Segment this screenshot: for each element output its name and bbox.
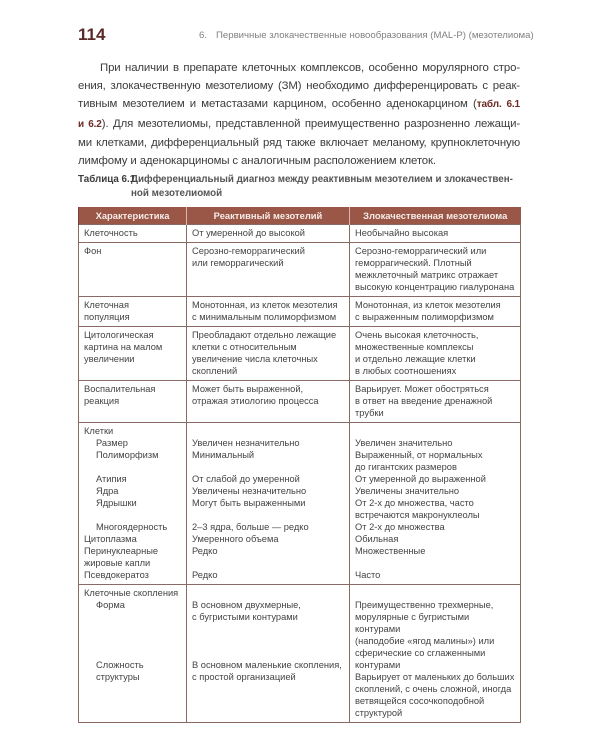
table-row (79, 225, 521, 243)
cell-line: Минимальный (192, 450, 255, 460)
cell-line (84, 647, 181, 659)
cell-malignant (350, 225, 521, 243)
cell-line: Фон (84, 246, 102, 256)
cell-line (84, 635, 181, 647)
cell-line: Множественные (355, 546, 426, 556)
cell-line: Варьирует от маленьких до больших (355, 672, 515, 682)
cell-line: контурами (355, 660, 401, 670)
cell-reactive (187, 585, 350, 723)
column-header-characteristic: Характеристика (79, 207, 187, 225)
cell-characteristic (79, 225, 187, 243)
cell-characteristic (79, 585, 187, 723)
cell-line: От умеренной до выраженной (355, 474, 486, 484)
cell-reactive (187, 243, 350, 297)
cell-line (355, 425, 515, 437)
cell-characteristic (79, 327, 187, 381)
table-row (79, 243, 521, 297)
table-row (79, 423, 521, 585)
cell-line (192, 587, 344, 599)
cell-line (84, 623, 181, 635)
cell-characteristic (79, 423, 187, 585)
cell-line (192, 557, 344, 569)
cell-line: Увеличены незначительно (192, 486, 307, 496)
intro-line-text: тивным мезотелием и метастазами карцином, особенно аденокарцином ( (78, 98, 477, 111)
cell-line: Псевдокератоз (84, 570, 149, 580)
cell-line: морулярные с бугристыми контурами (355, 612, 470, 634)
table-row (79, 327, 521, 381)
cell-line (84, 461, 181, 473)
cell-line: Клетки (84, 426, 114, 436)
cell-line: Клеточные скопления (84, 588, 179, 598)
cell-line: Часто (355, 570, 381, 580)
table-caption-line: ной мезотелиомой (131, 187, 223, 199)
cell-line: с выраженным полиморфизмом (355, 312, 494, 322)
cell-line: скоплений, с очень сложной, иногда (355, 684, 512, 694)
cell-reactive (187, 225, 350, 243)
column-header-malignant: Злокачественная мезотелиома (350, 207, 521, 225)
cell-line: Умеренного объема (192, 534, 279, 544)
cell-line: Редко (192, 570, 218, 580)
cell-characteristic (79, 243, 187, 297)
cell-line: Увеличен незначительно (192, 438, 300, 448)
cell-line: От умеренной до высокой (192, 228, 305, 238)
cell-line: Преобладают отдельно лежащие (192, 330, 337, 340)
cell-malignant (350, 381, 521, 423)
cell-line: Увеличен значительно (355, 438, 453, 448)
cell-line (192, 647, 344, 659)
cell-line: структуры (96, 672, 140, 682)
cell-line: ветвящейся сосочкоподобной (355, 696, 485, 706)
cell-line (192, 635, 344, 647)
table-header-row (79, 207, 521, 225)
cell-line: или геморрагический (192, 258, 284, 268)
table-row (79, 297, 521, 327)
cell-line: От слабой до умеренной (192, 474, 300, 484)
cell-line: Клеточность (84, 228, 138, 238)
intro-paragraph (78, 59, 520, 170)
intro-line-text: ). Для мезотелиомы, представленной преимущественно разрозненно лежащи- (101, 117, 520, 130)
cell-line: межклеточный матрикс отражает (355, 270, 499, 280)
cell-line (355, 587, 515, 599)
cell-line: встречаются макронуклеолы (355, 510, 480, 520)
cell-characteristic (79, 381, 187, 423)
cell-malignant (350, 297, 521, 327)
differential-diagnosis-table (78, 207, 521, 723)
cell-line: картина на малом (84, 342, 163, 352)
cell-malignant (350, 243, 521, 297)
table-caption (78, 173, 524, 200)
intro-line: ения, злокачественную мезотелиому (ЗМ) необходимо дифференцировать с реак- (78, 80, 520, 93)
intro-line: При наличии в препарате клеточных комплексов, особенно морулярного стро- (100, 62, 520, 74)
cell-line: Увеличены значительно (355, 486, 460, 496)
cell-line (192, 425, 344, 437)
cell-line: Редко (192, 546, 218, 556)
cell-line: Полиморфизм (96, 450, 159, 460)
cell-characteristic (79, 297, 187, 327)
cell-line: Ядрышки (96, 498, 137, 508)
cell-line (84, 509, 181, 521)
cell-line: с простой организацией (192, 672, 296, 682)
cell-line: Необычайно высокая (355, 228, 449, 238)
cell-line: Монотонная, из клеток мезотелия (192, 300, 338, 310)
running-head (199, 30, 534, 41)
cell-line: От 2-х до множества (355, 522, 445, 532)
page-number: 114 (78, 25, 106, 44)
cell-line: 2–3 ядра, больше — редко (192, 522, 309, 532)
cell-line: структурой (355, 708, 403, 718)
cell-line: Многоядерность (96, 522, 168, 532)
cell-line (192, 461, 344, 473)
cell-line: до гигантских размеров (355, 462, 457, 472)
cell-line: Воспалительная (84, 384, 156, 394)
cell-line: Серозно-геморрагический или (355, 246, 487, 256)
cell-line: трубки (355, 408, 384, 418)
cell-line: реакция (84, 396, 120, 406)
cell-line: высокую концентрацию гиалуронана (355, 282, 515, 292)
table-reference-link[interactable]: табл. 6.1 (476, 99, 520, 111)
cell-line: и отдельно лежащие клетки (355, 354, 476, 364)
cell-line (84, 611, 181, 623)
cell-line: в ответ на введение дренажной (355, 396, 493, 406)
cell-line: Очень высокая клеточность, (355, 330, 479, 340)
cell-line: Ядра (96, 486, 119, 496)
cell-reactive (187, 297, 350, 327)
cell-line: Сложность (96, 660, 144, 670)
cell-line: Преимущественно трехмерные, (355, 600, 494, 610)
table-row (79, 585, 521, 723)
cell-reactive (187, 381, 350, 423)
cell-line: В основном маленькие скопления, (192, 660, 342, 670)
chapter-number: 6. (199, 30, 208, 41)
intro-line: ми клетками, дифференциальный ряд также включает меланому, крупноклеточную (78, 136, 520, 149)
cell-line: Обильная (355, 534, 399, 544)
cell-line: в любых соотношениях (355, 366, 457, 376)
cell-line: Варьирует. Может обостряться (355, 384, 489, 394)
cell-malignant (350, 423, 521, 585)
cell-line: Серозно-геморрагический (192, 246, 305, 256)
intro-line (78, 115, 520, 134)
cell-line: с минимальным полиморфизмом (192, 312, 337, 322)
cell-line: сферические со сглаженными (355, 648, 486, 658)
table-reference-link[interactable]: и 6.2 (78, 118, 102, 130)
cell-line: с бугристыми контурами (192, 612, 298, 622)
cell-line: Размер (96, 438, 128, 448)
cell-line: (наподобие «ягод малины») или (355, 636, 495, 646)
chapter-title: Первичные злокачественные новообразования (MAL-P) (мезотелиома) (216, 30, 534, 41)
cell-line (192, 509, 344, 521)
cell-line: скоплений (192, 366, 238, 376)
cell-line: жировые капли (84, 558, 151, 568)
cell-line: В основном двухмерные, (192, 600, 301, 610)
cell-line: клетки с относительным (192, 342, 297, 352)
cell-line (192, 623, 344, 635)
cell-line: увеличении (84, 354, 135, 364)
cell-reactive (187, 423, 350, 585)
intro-line: лимфому и аденокарциномы с аналогичным расположением клеток. (78, 155, 436, 168)
cell-line: отражая этиологию процесса (192, 396, 319, 406)
cell-line: Цитоплазма (84, 534, 137, 544)
cell-line: Могут быть выраженными (192, 498, 306, 508)
table-caption-label: Таблица 6.1. (78, 174, 138, 185)
cell-line: Монотонная, из клеток мезотелия (355, 300, 501, 310)
cell-line: геморрагический. Плотный (355, 258, 472, 268)
cell-line: Атипия (96, 474, 127, 484)
cell-line: популяция (84, 312, 130, 322)
cell-line: Перинуклеарные (84, 546, 159, 556)
cell-line (355, 557, 515, 569)
cell-line: Клеточная (84, 300, 130, 310)
cell-line: Форма (96, 600, 125, 610)
cell-line: Цитологическая (84, 330, 154, 340)
cell-line: Выраженный, от нормальных (355, 450, 483, 460)
table-row (79, 381, 521, 423)
table-caption-line: Дифференциальный диагноз между реактивным мезотелием и злокачествен- (131, 174, 513, 185)
cell-reactive (187, 327, 350, 381)
cell-malignant (350, 585, 521, 723)
cell-malignant (350, 327, 521, 381)
column-header-reactive: Реактивный мезотелий (187, 207, 350, 225)
cell-line: От 2-х до множества, часто (355, 498, 474, 508)
cell-line: множественные комплексы (355, 342, 474, 352)
cell-line: Может быть выраженной, (192, 384, 304, 394)
intro-line (78, 95, 520, 114)
cell-line: увеличение числа клеточных (192, 354, 318, 364)
